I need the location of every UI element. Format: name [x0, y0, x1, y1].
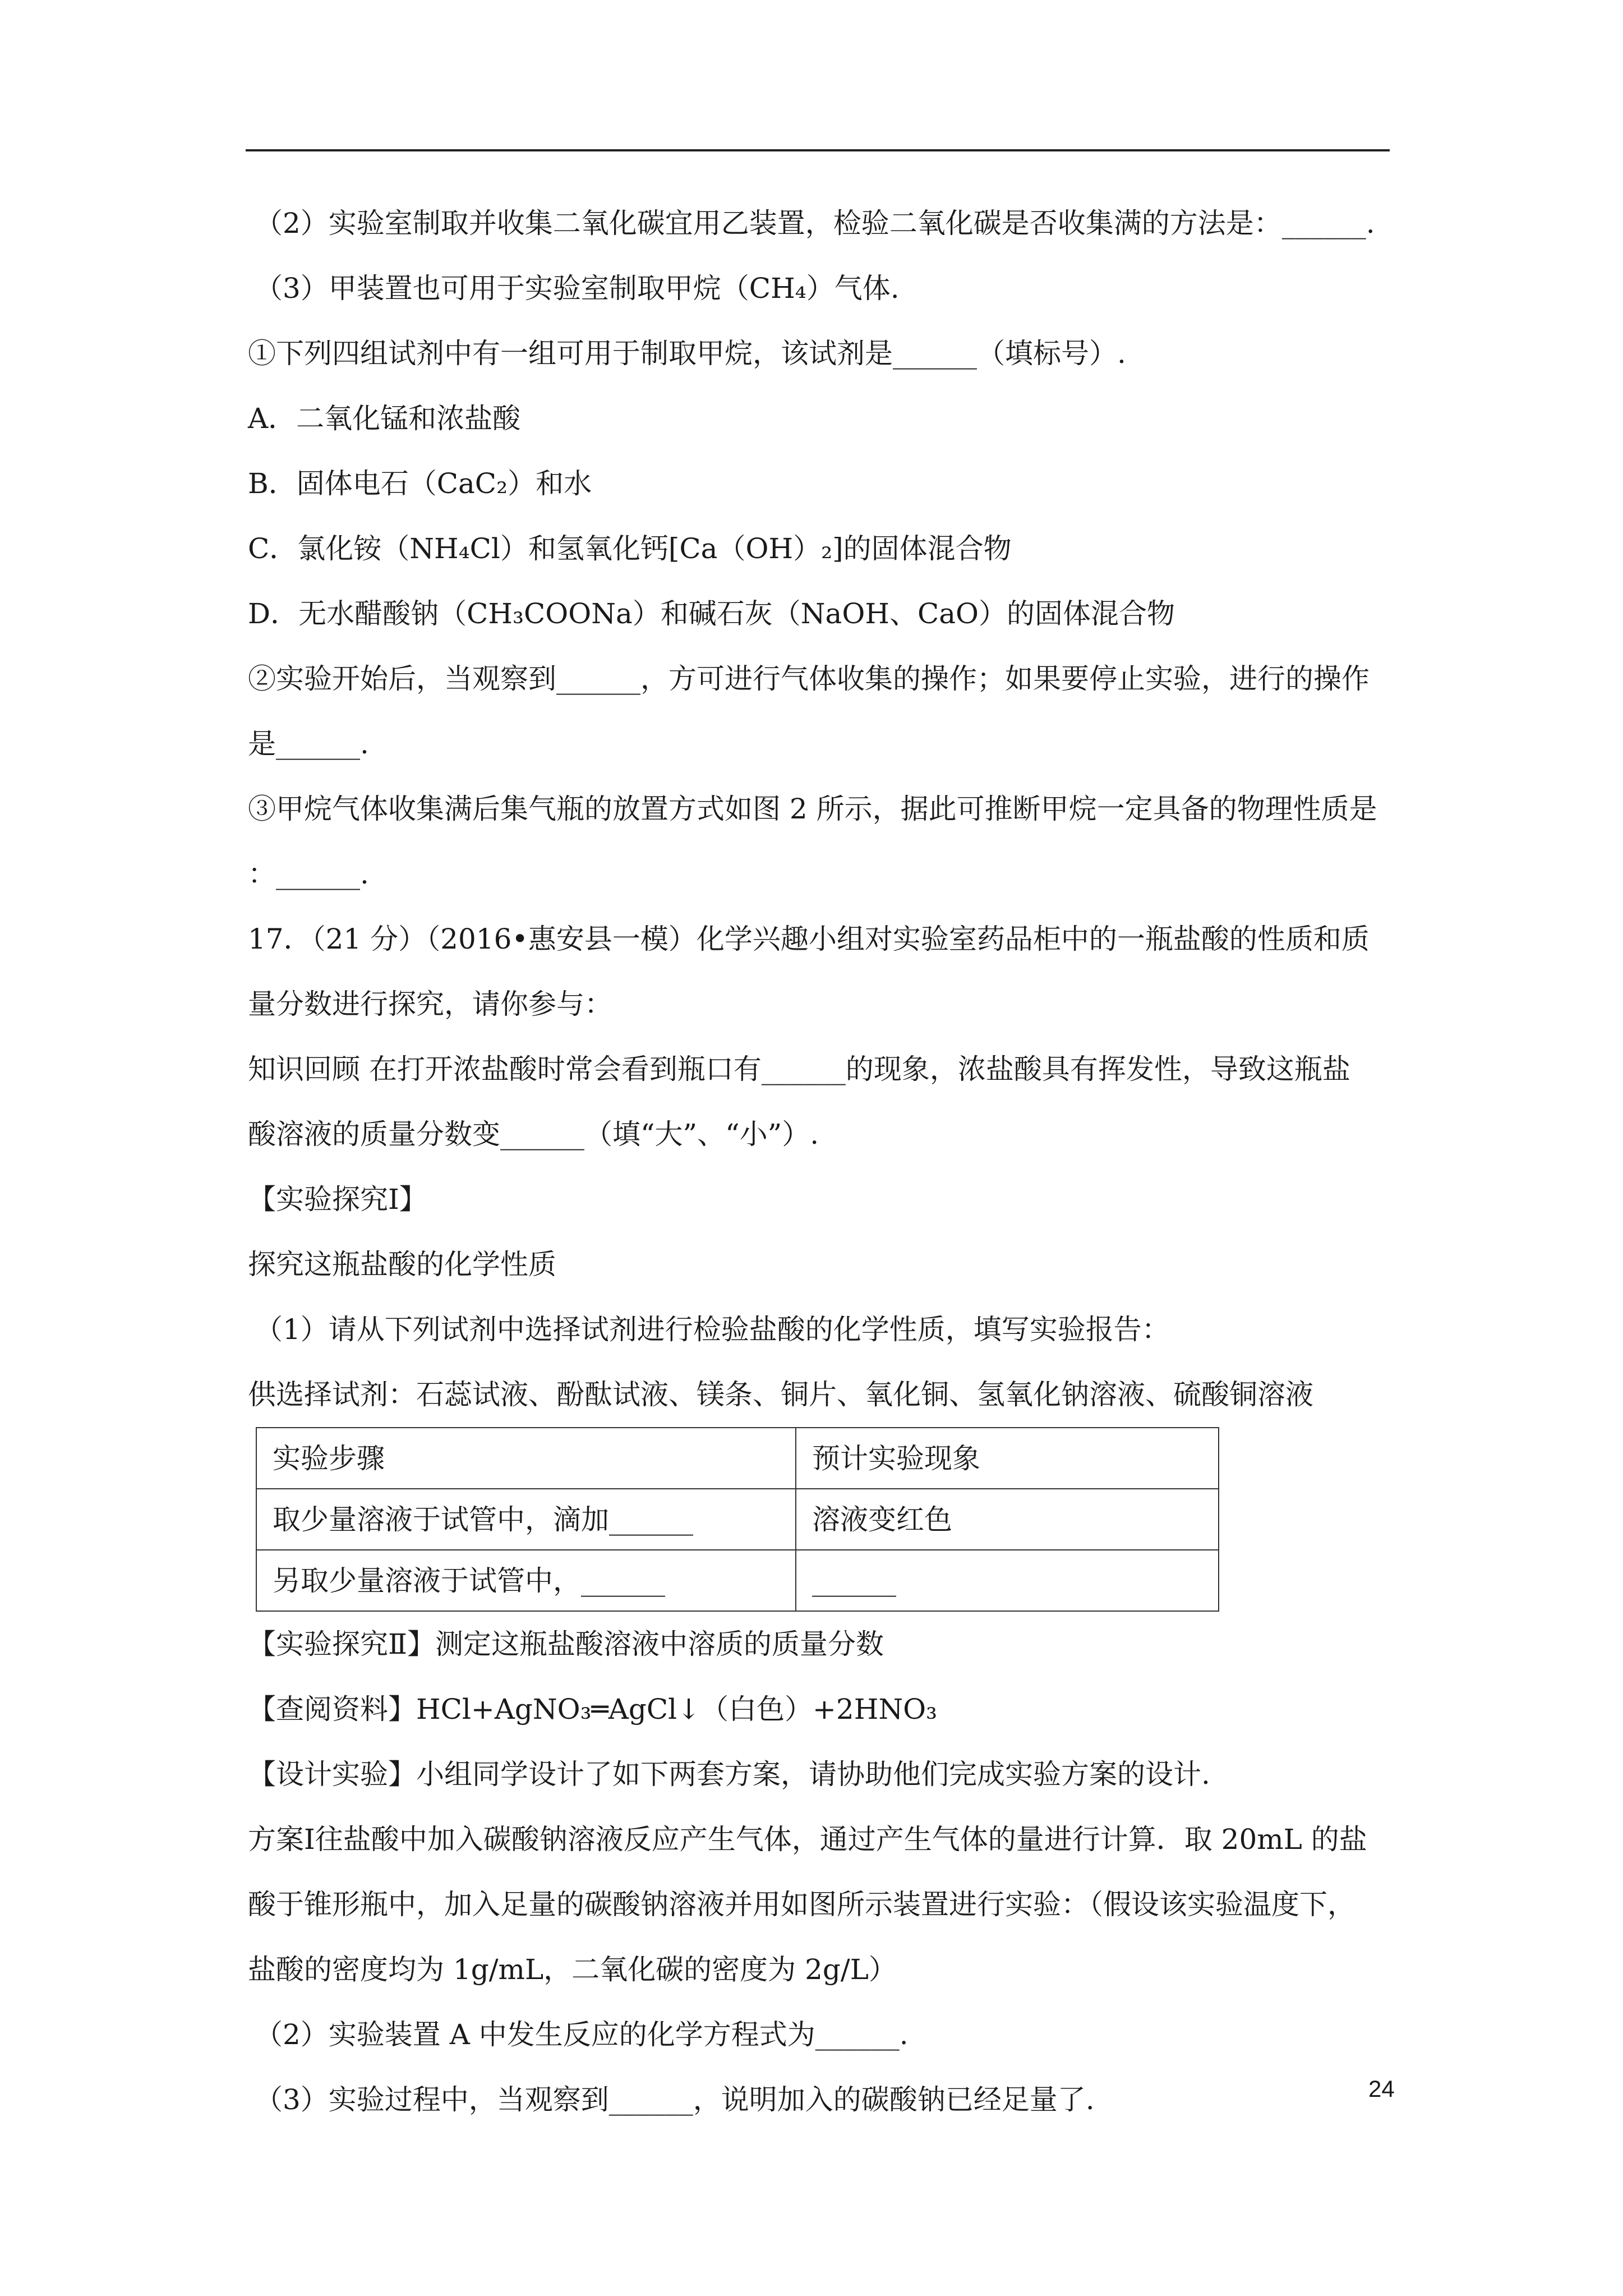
table-cell: ______	[796, 1550, 1219, 1611]
option-d: D．无水醋酸钠（CH₃COONa）和碱石灰（NaOH、CaO）的固体混合物	[248, 597, 1175, 630]
q16-part3-sub1: ①下列四组试剂中有一组可用于制取甲烷，该试剂是______（填标号）.	[248, 337, 1126, 370]
q16-part3: （3）甲装置也可用于实验室制取甲烷（CH₄）气体.	[255, 272, 900, 305]
table-row	[256, 1550, 1219, 1611]
table-cell: 溶液变红色	[796, 1489, 1219, 1550]
option-b: B．固体电石（CaC₂）和水	[248, 467, 592, 500]
plan-1-cont: 酸于锥形瓶中，加入足量的碳酸钠溶液并用如图所示装置进行实验：（假设该实验温度下，	[248, 1888, 1355, 1921]
q17-stem-cont: 量分数进行探究，请你参与：	[248, 988, 612, 1020]
section-subtitle-1: 探究这瓶盐酸的化学性质	[248, 1248, 556, 1281]
table-cell: 取少量溶液于试管中，滴加______	[256, 1489, 796, 1550]
q16-part3-sub3-cont: ：______.	[248, 858, 369, 890]
table-cell: 另取少量溶液于试管中，______	[256, 1550, 796, 1611]
q16-part3-sub2-cont: 是______.	[248, 728, 369, 760]
table-row	[256, 1489, 1219, 1550]
q17-part1: （1）请从下列试剂中选择试剂进行检验盐酸的化学性质，填写实验报告：	[255, 1313, 1170, 1346]
option-a: A．二氧化锰和浓盐酸	[248, 402, 521, 435]
section-heading-1: 【实验探究Ⅰ】	[248, 1183, 427, 1216]
q17-part2: （2）实验装置 A 中发生反应的化学方程式为______.	[255, 2018, 909, 2051]
header-rule	[246, 149, 1390, 151]
option-c: C．氯化铵（NH₄Cl）和氢氧化钙[Ca（OH）₂]的固体混合物	[248, 532, 1012, 565]
table-header-row	[256, 1428, 1219, 1489]
knowledge-review: 知识回顾 在打开浓盐酸时常会看到瓶口有______的现象，浓盐酸具有挥发性，导致这瓶盐	[248, 1053, 1350, 1085]
reference-material: 【查阅资料】HCl+AgNO₃═AgCl↓（白色）+2HNO₃	[248, 1693, 938, 1726]
table-header-cell: 预计实验现象	[796, 1428, 1219, 1489]
table-header-cell: 实验步骤	[256, 1428, 796, 1489]
design-experiment: 【设计实验】小组同学设计了如下两套方案，请协助他们完成实验方案的设计.	[248, 1758, 1210, 1791]
knowledge-review-cont: 酸溶液的质量分数变______（填“大”、“小”）.	[248, 1118, 819, 1151]
q16-part2: （2）实验室制取并收集二氧化碳宜用乙装置，检验二氧化碳是否收集满的方法是：______.	[255, 207, 1375, 240]
experiment-table	[256, 1427, 1219, 1612]
q16-part3-sub3: ③甲烷气体收集满后集气瓶的放置方式如图 2 所示，据此可推断甲烷一定具备的物理性质是	[248, 793, 1377, 825]
page-content	[248, 191, 1392, 2132]
plan-1-cont2: 盐酸的密度均为 1g/mL，二氧化碳的密度为 2g/L）	[248, 1953, 897, 1986]
page-number: 24	[1368, 2076, 1395, 2102]
section-heading-2: 【实验探究Ⅱ】测定这瓶盐酸溶液中溶质的质量分数	[248, 1628, 884, 1660]
q17-stem: 17．（21 分）（2016•惠安县一模）化学兴趣小组对实验室药品柜中的一瓶盐酸的性质和质	[248, 923, 1370, 955]
q16-part3-sub2: ②实验开始后，当观察到______，方可进行气体收集的操作；如果要停止实验，进行的操作	[248, 662, 1370, 695]
reagent-list: 供选择试剂：石蕊试液、酚酞试液、镁条、铜片、氧化铜、氢氧化钠溶液、硫酸铜溶液	[248, 1378, 1313, 1411]
q17-part3: （3）实验过程中，当观察到______，说明加入的碳酸钠已经足量了.	[255, 2083, 1095, 2116]
plan-1: 方案Ⅰ往盐酸中加入碳酸钠溶液反应产生气体，通过产生气体的量进行计算．取 20mL 的盐	[248, 1823, 1367, 1856]
